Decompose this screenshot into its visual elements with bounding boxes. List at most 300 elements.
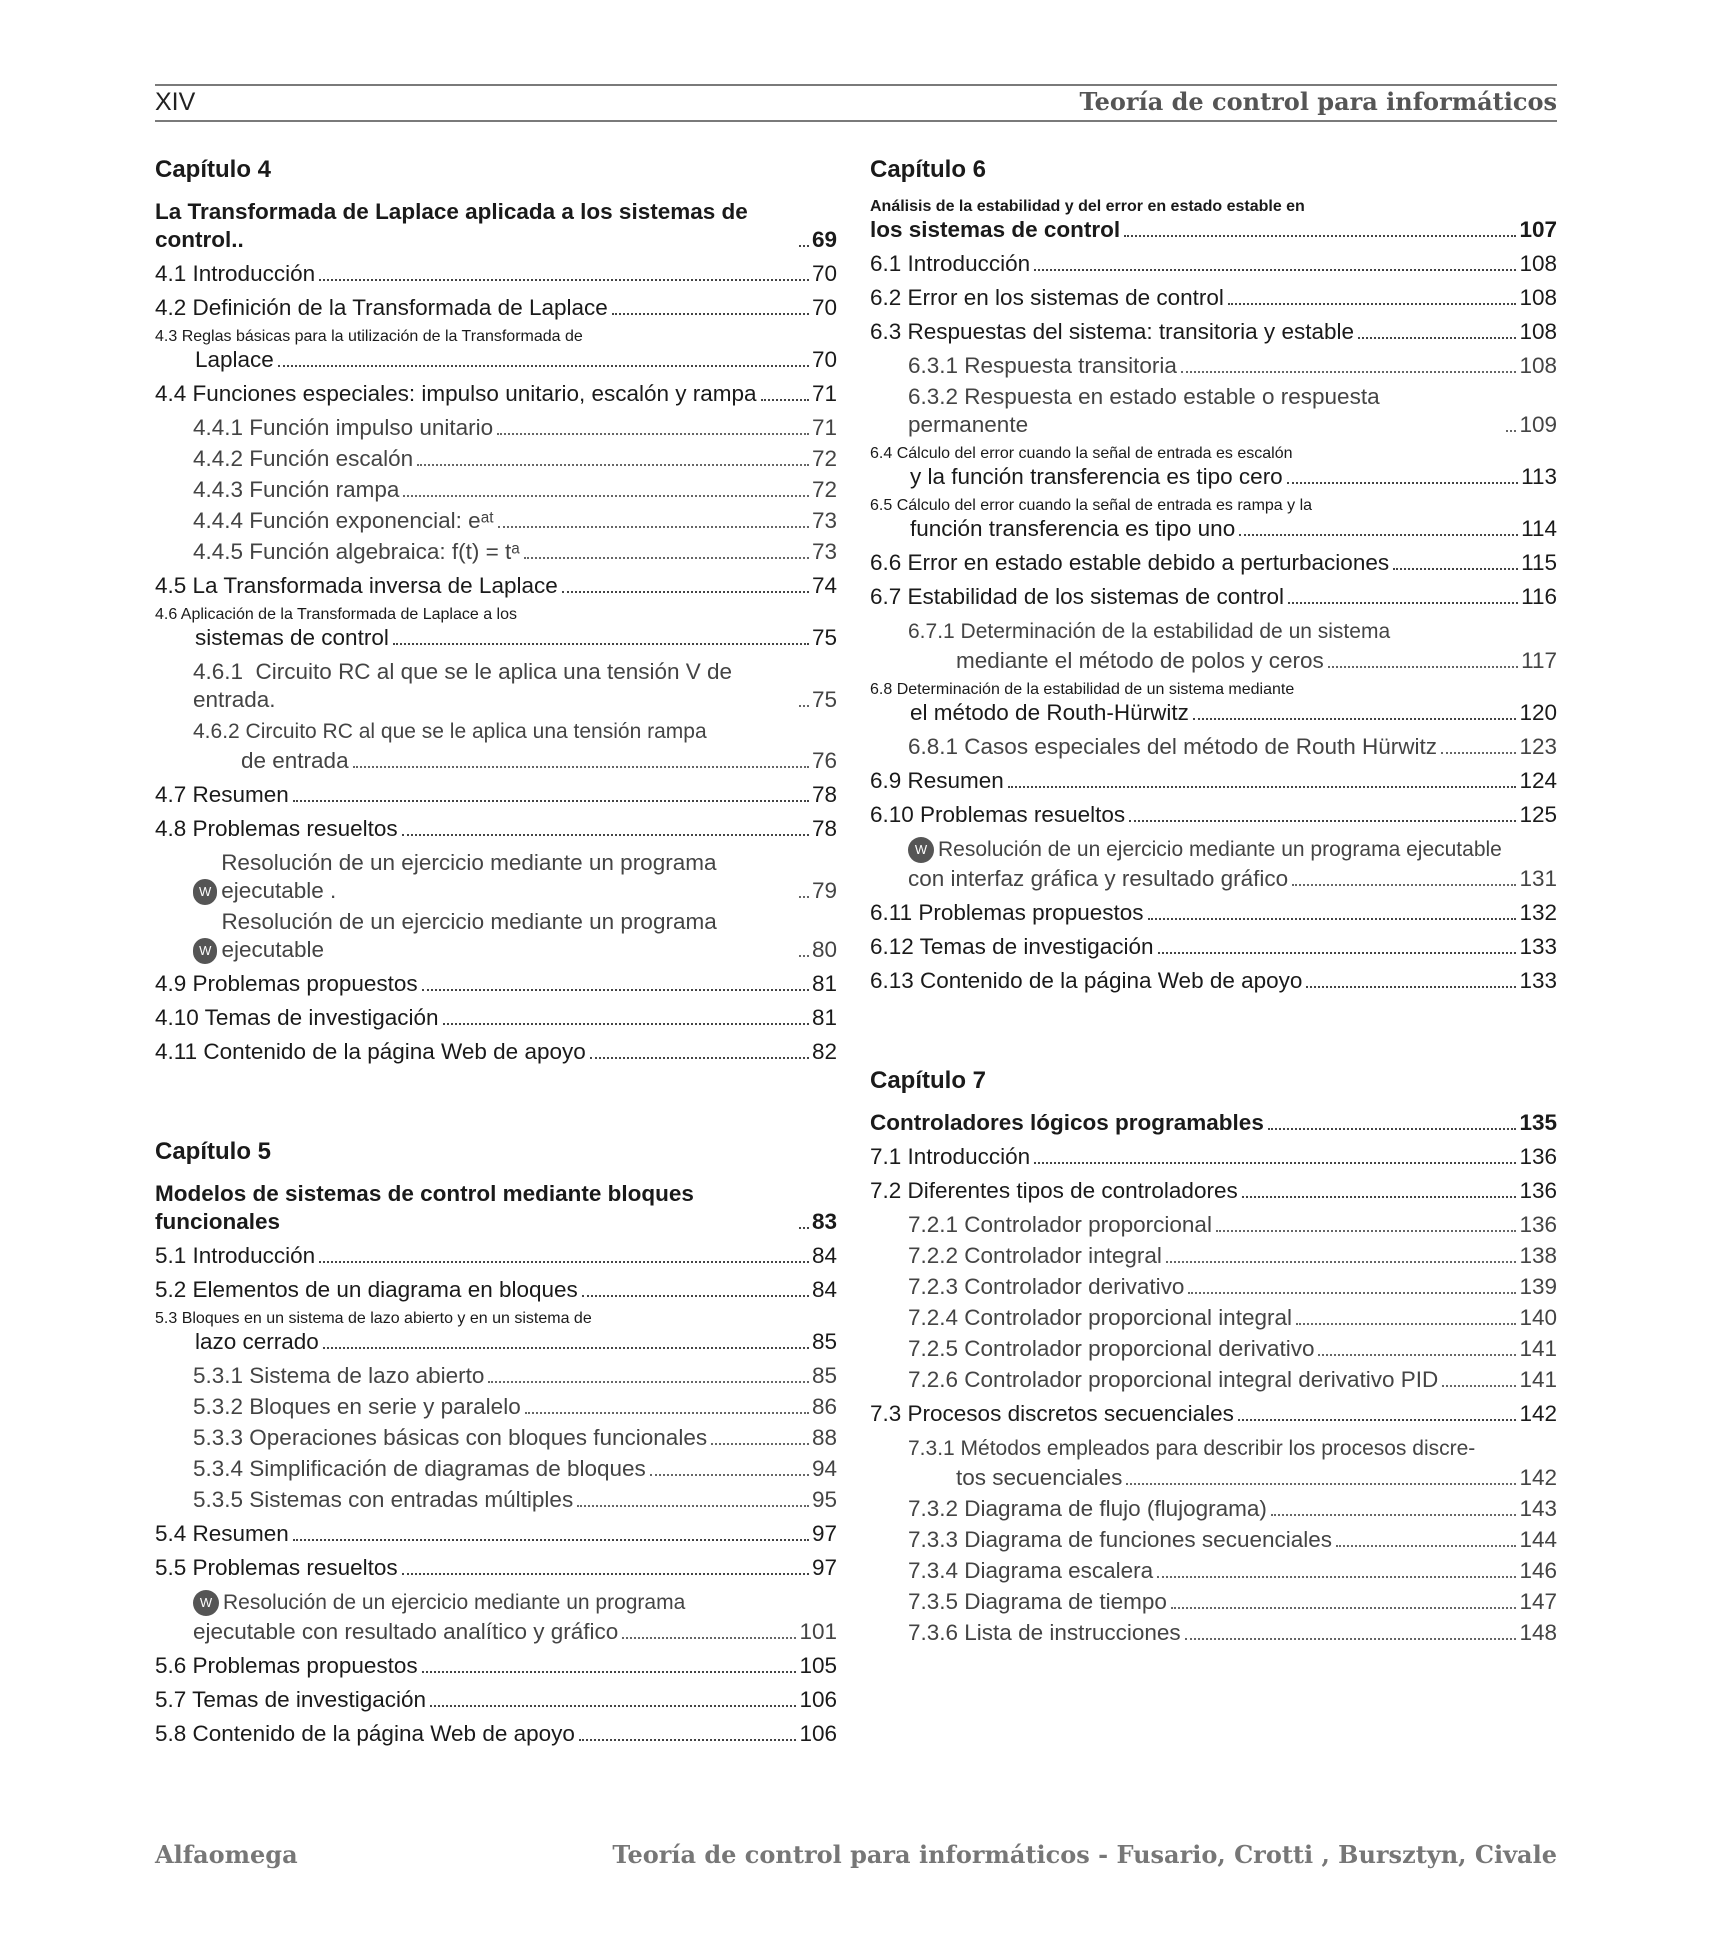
- toc-entry-text: [193, 1588, 837, 1618]
- toc-entry[interactable]: [870, 1304, 1557, 1332]
- toc-entry-row: [155, 198, 837, 254]
- dot-leader: [799, 955, 809, 957]
- toc-entry-row: [155, 1520, 837, 1548]
- dot-leader: [1242, 1196, 1517, 1198]
- toc-entry[interactable]: [870, 549, 1557, 577]
- toc-entry-row: [870, 899, 1557, 927]
- toc-page-number: 133: [1519, 934, 1557, 959]
- toc-entry-text: 7.2.3 Controlador derivativo: [908, 1274, 1185, 1299]
- dot-leader: [1287, 482, 1518, 484]
- dot-leader: [402, 834, 809, 836]
- dot-leader: [799, 1227, 809, 1229]
- toc-page-number: 78: [811, 816, 837, 841]
- toc-page-number: 108: [1519, 319, 1557, 344]
- toc-entry[interactable]: [155, 1486, 837, 1514]
- toc-entry[interactable]: [870, 835, 1557, 893]
- toc-entry[interactable]: [870, 198, 1557, 244]
- toc-entry-text: 5.1 Introducción: [155, 1243, 316, 1268]
- toc-page-number: 107: [1519, 217, 1557, 242]
- toc-entry-row: [870, 967, 1557, 995]
- toc-entry-text: 4.4.1 Función impulso unitario: [193, 415, 494, 440]
- dot-leader: [1506, 430, 1516, 432]
- toc-entry-text: 6.13 Contenido de la página Web de apoyo: [870, 968, 1303, 993]
- toc-entry-row: [193, 747, 837, 775]
- toc-entry-text: 7.2.1 Controlador proporcional: [908, 1212, 1212, 1237]
- toc-page-number: 80: [811, 937, 837, 962]
- toc-entry[interactable]: [155, 1362, 837, 1390]
- toc-entry[interactable]: [870, 1619, 1557, 1647]
- toc-entry-text: 5.6 Problemas propuestos: [155, 1653, 418, 1678]
- toc-page-number: 71: [811, 381, 837, 406]
- toc-entry-row: [193, 1362, 837, 1390]
- toc-entry-text: 7.2.4 Controlador proporcional integral: [908, 1305, 1292, 1330]
- toc-entry-text-line: Análisis de la estabilidad y del error en estado estable en: [870, 198, 1305, 215]
- toc-entry[interactable]: [870, 1109, 1557, 1137]
- toc-entry-text: 4.10 Temas de investigación: [155, 1005, 439, 1030]
- toc-page-number: 95: [811, 1487, 837, 1512]
- toc-entry[interactable]: [870, 617, 1557, 675]
- dot-leader: [711, 1443, 809, 1445]
- toc-entry-row: [908, 352, 1557, 380]
- dot-leader: [1296, 1323, 1516, 1325]
- toc-page-number: 108: [1519, 251, 1557, 276]
- toc-entry[interactable]: [870, 1495, 1557, 1523]
- page-number: XIV: [155, 88, 196, 116]
- toc-entry-text-line: 6.5 Cálculo del error cuando la señal de entrada es rampa y la: [870, 497, 1313, 514]
- chapter-label: Capítulo 4: [155, 156, 272, 183]
- toc-entry-text: 5.4 Resumen: [155, 1521, 289, 1546]
- toc-entry-text: 4.8 Problemas resueltos: [155, 816, 398, 841]
- toc-entry-text: 4.4.5 Función algebraica: f(t) = tᵃ: [193, 539, 520, 564]
- toc-entry[interactable]: [155, 1588, 837, 1646]
- toc-entry-text: sistemas de control: [195, 625, 389, 650]
- toc-entry[interactable]: [155, 294, 837, 322]
- dot-leader: [799, 896, 809, 898]
- toc-column-right: [870, 148, 1557, 1650]
- dot-leader: [402, 1573, 809, 1575]
- dot-leader: [422, 1671, 797, 1673]
- toc-entry[interactable]: [155, 1720, 837, 1748]
- toc-page-number: 140: [1519, 1305, 1557, 1330]
- toc-entry-text: [870, 198, 1557, 216]
- toc-entry-row: [908, 1366, 1557, 1394]
- dot-leader: [1358, 337, 1516, 339]
- toc-entry[interactable]: [155, 1520, 837, 1548]
- toc-entry[interactable]: [870, 1526, 1557, 1554]
- dot-leader: [1288, 602, 1518, 604]
- dot-leader: [1158, 952, 1517, 954]
- dot-leader: [1271, 1514, 1517, 1516]
- toc-entry[interactable]: [155, 507, 837, 535]
- toc-entry-text-line: 6.7.1 Determinación de la estabilidad de un sistema: [908, 620, 1391, 643]
- toc-entry[interactable]: [870, 801, 1557, 829]
- dot-leader: [1239, 534, 1518, 536]
- toc-entry[interactable]: [155, 1393, 837, 1421]
- toc-entry-text: 5.7 Temas de investigación: [155, 1687, 426, 1712]
- toc-entry-text: 7.2.6 Controlador proporcional integral derivativo PID: [908, 1367, 1439, 1392]
- toc-entry-text-line: 4.6 Aplicación de la Transformada de Laplace a los: [155, 606, 518, 623]
- toc-entry-row: [155, 1276, 837, 1304]
- toc-entry-text: 4.2 Definición de la Transformada de Laplace: [155, 295, 608, 320]
- toc-page-number: 113: [1521, 464, 1557, 489]
- toc-entry-text: [870, 497, 1557, 515]
- toc-entry[interactable]: [870, 1434, 1557, 1492]
- toc-entry-text-line: 6.8 Determinación de la estabilidad de un sistema mediante: [870, 681, 1295, 698]
- toc-entry[interactable]: [870, 1588, 1557, 1616]
- toc-page-number: 142: [1519, 1401, 1557, 1426]
- toc-entry-text: 7.1 Introducción: [870, 1144, 1031, 1169]
- toc-entry-row: [155, 1554, 837, 1582]
- toc-entry-row: [155, 624, 837, 652]
- toc-entry-row: [908, 1557, 1557, 1585]
- toc-entry-row: [193, 908, 837, 964]
- dot-leader: [488, 1381, 809, 1383]
- toc-entry[interactable]: [870, 681, 1557, 727]
- toc-entry-row: [908, 1619, 1557, 1647]
- dot-leader: [443, 1023, 809, 1025]
- toc-entry-text: el método de Routh-Hürwitz: [910, 700, 1189, 725]
- dot-leader: [525, 1412, 809, 1414]
- toc-page-number: 138: [1519, 1243, 1557, 1268]
- toc-entry-text: 6.3 Respuestas del sistema: transitoria y estable: [870, 319, 1354, 344]
- toc-entry-text: 4.4.4 Función exponencial: eᵃᵗ: [193, 508, 495, 533]
- toc-entry-row: [870, 1109, 1557, 1137]
- toc-entry-text: [908, 1434, 1557, 1464]
- chapter-label: Capítulo 7: [870, 1067, 987, 1094]
- toc-entry[interactable]: [155, 1180, 837, 1236]
- toc-entry-row: [870, 1177, 1557, 1205]
- toc-entry-row: [193, 658, 837, 714]
- toc-page-number: 75: [811, 687, 837, 712]
- toc-entry-row: [193, 538, 837, 566]
- toc-entry[interactable]: [155, 781, 837, 809]
- toc-entry-text: tos secuenciales: [956, 1465, 1123, 1490]
- toc-entry-row: [155, 1652, 837, 1680]
- dot-leader: [1318, 1354, 1516, 1356]
- toc-entry-text: 5.5 Problemas resueltos: [155, 1555, 398, 1580]
- toc-entry-text: función transferencia es tipo uno: [910, 516, 1236, 541]
- dot-leader: [353, 766, 809, 768]
- toc-entry-text: [870, 681, 1557, 699]
- toc-entry-text: 4.5 La Transformada inversa de Laplace: [155, 573, 558, 598]
- toc-entry-text: La Transformada de Laplace aplicada a los sistemas de control..: [155, 199, 755, 252]
- footer-publisher: Alfaomega: [155, 1840, 298, 1869]
- toc-entry[interactable]: [155, 260, 837, 288]
- toc-entry-text-line: Resolución de un ejercicio mediante un programa ejecutable: [938, 838, 1502, 861]
- toc-page-number: 70: [811, 261, 837, 286]
- toc-entry-text: 4.9 Problemas propuestos: [155, 971, 418, 996]
- toc-entry-text-line: 5.3 Bloques en un sistema de lazo abierto y en un sistema de: [155, 1310, 592, 1327]
- dot-leader: [1306, 986, 1516, 988]
- toc-entry[interactable]: [155, 815, 837, 843]
- dot-leader: [1193, 718, 1517, 720]
- toc-entry-text: ejecutable con resultado analítico y gráfico: [193, 1619, 619, 1644]
- toc-entry[interactable]: [870, 1366, 1557, 1394]
- toc-entry[interactable]: [870, 933, 1557, 961]
- toc-entry-text: mediante el método de polos y ceros: [956, 648, 1324, 673]
- toc-entry-row: [870, 515, 1557, 543]
- dot-leader: [1216, 1230, 1517, 1232]
- toc-page-number: 108: [1519, 353, 1557, 378]
- toc-column-left: [155, 148, 837, 1754]
- chapter-spacer: [155, 1072, 837, 1130]
- toc-page-number: 105: [799, 1653, 837, 1678]
- toc-entry-text: 6.2 Error en los sistemas de control: [870, 285, 1224, 310]
- toc-entry[interactable]: [155, 1276, 837, 1304]
- toc-entry[interactable]: [155, 1455, 837, 1483]
- toc-entry[interactable]: [870, 767, 1557, 795]
- toc-entry[interactable]: [155, 1652, 837, 1680]
- toc-entry-text: 4.4.3 Función rampa: [193, 477, 400, 502]
- toc-entry-text: [908, 835, 1557, 865]
- toc-entry-text: 6.10 Problemas resueltos: [870, 802, 1126, 827]
- dot-leader: [1336, 1545, 1516, 1547]
- toc-entry[interactable]: [155, 198, 837, 254]
- toc-entry-text: de entrada: [241, 748, 349, 773]
- toc-entry-text: Resolución de un ejercicio mediante un programa ejecutable .: [221, 850, 723, 903]
- toc-entry[interactable]: [155, 538, 837, 566]
- toc-entry-row: [908, 383, 1557, 439]
- toc-entry[interactable]: [155, 1038, 837, 1066]
- toc-page-number: 75: [811, 625, 837, 650]
- toc-entry[interactable]: [870, 383, 1557, 439]
- chapter-label: Capítulo 5: [155, 1138, 272, 1165]
- toc-entry-text: 5.3.1 Sistema de lazo abierto: [193, 1363, 485, 1388]
- toc-entry-row: [193, 849, 837, 905]
- toc-entry[interactable]: [870, 250, 1557, 278]
- toc-entry-row: [908, 733, 1557, 761]
- toc-page-number: 141: [1519, 1336, 1557, 1361]
- toc-page-number: 72: [811, 446, 837, 471]
- dot-leader: [799, 705, 809, 707]
- dot-leader: [799, 245, 809, 247]
- toc-page-number: 116: [1521, 584, 1557, 609]
- toc-page-number: 94: [811, 1456, 837, 1481]
- toc-entry-row: [870, 699, 1557, 727]
- toc-entry[interactable]: [155, 380, 837, 408]
- toc-entry-row: [870, 583, 1557, 611]
- toc-entry[interactable]: [155, 1242, 837, 1270]
- toc-entry-row: [908, 647, 1557, 675]
- toc-entry[interactable]: [870, 1273, 1557, 1301]
- toc-entry-text: 7.3 Procesos discretos secuenciales: [870, 1401, 1234, 1426]
- toc-entry-text: [870, 445, 1557, 463]
- toc-entry[interactable]: [155, 476, 837, 504]
- toc-entry[interactable]: [155, 849, 837, 905]
- toc-entry-row: [908, 1273, 1557, 1301]
- dot-leader: [422, 989, 809, 991]
- toc-entry-text: 4.4 Funciones especiales: impulso unitario, escalón y rampa: [155, 381, 757, 406]
- toc-entry-row: [870, 216, 1557, 244]
- toc-entry-text: 7.3.3 Diagrama de funciones secuenciales: [908, 1527, 1333, 1552]
- toc-entry-text: [908, 617, 1557, 647]
- toc-entry-text: 7.2.5 Controlador proporcional derivativo: [908, 1336, 1315, 1361]
- toc-entry-text-line: 4.6.2 Circuito RC al que se le aplica una tensión rampa: [193, 720, 707, 743]
- toc-entry-text: 6.8.1 Casos especiales del método de Routh Hürwitz: [908, 734, 1438, 759]
- toc-entry-row: [908, 1495, 1557, 1523]
- toc-entry-text: 6.7 Estabilidad de los sistemas de control: [870, 584, 1284, 609]
- toc-entry[interactable]: [870, 1242, 1557, 1270]
- dot-leader: [1441, 752, 1516, 754]
- toc-entry-row: [155, 380, 837, 408]
- toc-page-number: 136: [1519, 1212, 1557, 1237]
- dot-leader: [293, 1539, 809, 1541]
- toc-entry-text: 7.3.4 Diagrama escalera: [908, 1558, 1154, 1583]
- toc-page-number: 106: [799, 1721, 837, 1746]
- dot-leader: [1228, 303, 1517, 305]
- toc-entry[interactable]: [870, 497, 1557, 543]
- toc-entry-text: Modelos de sistemas de control mediante bloques funcionales: [155, 1181, 701, 1234]
- toc-page-number: 146: [1519, 1558, 1557, 1583]
- toc-entry-text: 6.12 Temas de investigación: [870, 934, 1154, 959]
- toc-entry[interactable]: [870, 1400, 1557, 1428]
- toc-entry-text-line: 7.3.1 Métodos empleados para describir los procesos discre-: [908, 1437, 1476, 1460]
- toc-page-number: 136: [1519, 1144, 1557, 1169]
- toc-page-number: 71: [811, 415, 837, 440]
- toc-entry[interactable]: [870, 1335, 1557, 1363]
- dot-leader: [1181, 371, 1517, 373]
- toc-entry[interactable]: [870, 1557, 1557, 1585]
- toc-entry-text: Resolución de un ejercicio mediante un programa ejecutable: [221, 909, 723, 962]
- toc-entry-text-line: Resolución de un ejercicio mediante un programa: [223, 1591, 686, 1614]
- toc-entry[interactable]: [155, 908, 837, 964]
- dot-leader: [1188, 1292, 1516, 1294]
- toc-entry-text: [155, 328, 837, 346]
- web-resource-icon: W: [193, 879, 217, 905]
- toc-page-number: 133: [1519, 968, 1557, 993]
- dot-leader: [1034, 269, 1516, 271]
- toc-entry[interactable]: [155, 445, 837, 473]
- toc-entry-row: [193, 445, 837, 473]
- toc-entry-row: [155, 1720, 837, 1748]
- dot-leader: [417, 464, 809, 466]
- toc-entry-row: [870, 250, 1557, 278]
- toc-page-number: 147: [1519, 1589, 1557, 1614]
- toc-page-number: 132: [1519, 900, 1557, 925]
- toc-entry-row: [155, 294, 837, 322]
- dot-leader: [562, 591, 809, 593]
- toc-entry[interactable]: [155, 970, 837, 998]
- toc-entry[interactable]: [155, 1554, 837, 1582]
- toc-entry[interactable]: [155, 1310, 837, 1356]
- toc-page-number: 76: [811, 748, 837, 773]
- dot-leader: [1008, 786, 1517, 788]
- dot-leader: [403, 495, 809, 497]
- toc-entry-row: [155, 970, 837, 998]
- toc-page-number: 114: [1521, 516, 1557, 541]
- toc-entry[interactable]: [155, 1686, 837, 1714]
- toc-entry[interactable]: [155, 606, 837, 652]
- toc-entry[interactable]: [870, 733, 1557, 761]
- toc-entry[interactable]: [870, 967, 1557, 995]
- toc-entry-text: 7.2.2 Controlador integral: [908, 1243, 1162, 1268]
- toc-page-number: 101: [799, 1619, 837, 1644]
- toc-entry-text: 5.2 Elementos de un diagrama en bloques: [155, 1277, 578, 1302]
- toc-entry-text: 7.3.5 Diagrama de tiempo: [908, 1589, 1167, 1614]
- toc-entry[interactable]: [870, 318, 1557, 346]
- dot-leader: [761, 399, 809, 401]
- toc-entry-row: [908, 1526, 1557, 1554]
- toc-entry-row: [155, 1180, 837, 1236]
- dot-leader: [1171, 1607, 1517, 1609]
- toc-entry[interactable]: [155, 328, 837, 374]
- toc-entry-text: 5.3.2 Bloques en serie y paralelo: [193, 1394, 521, 1419]
- toc-entry-row: [155, 346, 837, 374]
- book-title: Teoría de control para informáticos: [1079, 87, 1557, 116]
- toc-entry[interactable]: [870, 1211, 1557, 1239]
- dot-leader: [1292, 884, 1516, 886]
- footer-credit: Teoría de control para informáticos - Fusario, Crotti , Bursztyn, Civale: [612, 1840, 1557, 1869]
- toc-page-number: 120: [1519, 700, 1557, 725]
- toc-entry-row: [870, 1400, 1557, 1428]
- dot-leader: [293, 800, 809, 802]
- toc-page-number: 88: [811, 1425, 837, 1450]
- dot-leader: [430, 1705, 796, 1707]
- toc-entry-text: 7.2 Diferentes tipos de controladores: [870, 1178, 1238, 1203]
- toc-entry[interactable]: [155, 414, 837, 442]
- toc-entry-text: 4.7 Resumen: [155, 782, 289, 807]
- dot-leader: [622, 1637, 796, 1639]
- dot-leader: [1328, 666, 1518, 668]
- toc-entry-row: [870, 1143, 1557, 1171]
- toc-entry[interactable]: [870, 1143, 1557, 1171]
- dot-leader: [1442, 1385, 1516, 1387]
- toc-page-number: 84: [811, 1243, 837, 1268]
- toc-entry-text: 5.3.4 Simplificación de diagramas de bloques: [193, 1456, 646, 1481]
- toc-entry-text: 6.6 Error en estado estable debido a perturbaciones: [870, 550, 1390, 575]
- toc-page-number: 73: [811, 508, 837, 533]
- toc-entry[interactable]: [870, 445, 1557, 491]
- toc-entry-text-line: 6.4 Cálculo del error cuando la señal de entrada es escalón: [870, 445, 1293, 462]
- dot-leader: [577, 1505, 809, 1507]
- toc-entry-row: [870, 463, 1557, 491]
- toc-entry[interactable]: [155, 658, 837, 714]
- toc-entry-text: [155, 606, 837, 624]
- toc-entry[interactable]: [870, 899, 1557, 927]
- toc-entry-row: [193, 1486, 837, 1514]
- dot-leader: [579, 1739, 797, 1741]
- toc-page-number: 109: [1519, 412, 1557, 437]
- toc-entry-row: [155, 572, 837, 600]
- toc-entry-row: [870, 933, 1557, 961]
- toc-entry-row: [193, 1424, 837, 1452]
- toc-entry-text: 6.3.2 Respuesta en estado estable o respuesta permanente: [908, 384, 1386, 437]
- toc-entry-row: [870, 318, 1557, 346]
- toc-entry-text: 4.1 Introducción: [155, 261, 316, 286]
- toc-entry-row: [870, 801, 1557, 829]
- toc-entry[interactable]: [870, 1177, 1557, 1205]
- toc-entry[interactable]: [155, 572, 837, 600]
- toc-entry[interactable]: [870, 583, 1557, 611]
- toc-entry[interactable]: [870, 284, 1557, 312]
- toc-entry[interactable]: [870, 352, 1557, 380]
- toc-page-number: 78: [811, 782, 837, 807]
- toc-entry-row: [155, 1686, 837, 1714]
- toc-page-number: 85: [811, 1329, 837, 1354]
- toc-entry-row: [870, 767, 1557, 795]
- toc-entry-row: [193, 476, 837, 504]
- toc-entry-text: [193, 717, 837, 747]
- toc-entry[interactable]: [155, 717, 837, 775]
- toc-page-number: 79: [811, 878, 837, 903]
- toc-entry-row: [193, 1455, 837, 1483]
- toc-entry[interactable]: [155, 1004, 837, 1032]
- dot-leader: [582, 1295, 809, 1297]
- dot-leader: [1126, 1483, 1516, 1485]
- toc-page-number: 117: [1521, 648, 1557, 673]
- chapter-label: Capítulo 6: [870, 156, 987, 183]
- toc-entry[interactable]: [155, 1424, 837, 1452]
